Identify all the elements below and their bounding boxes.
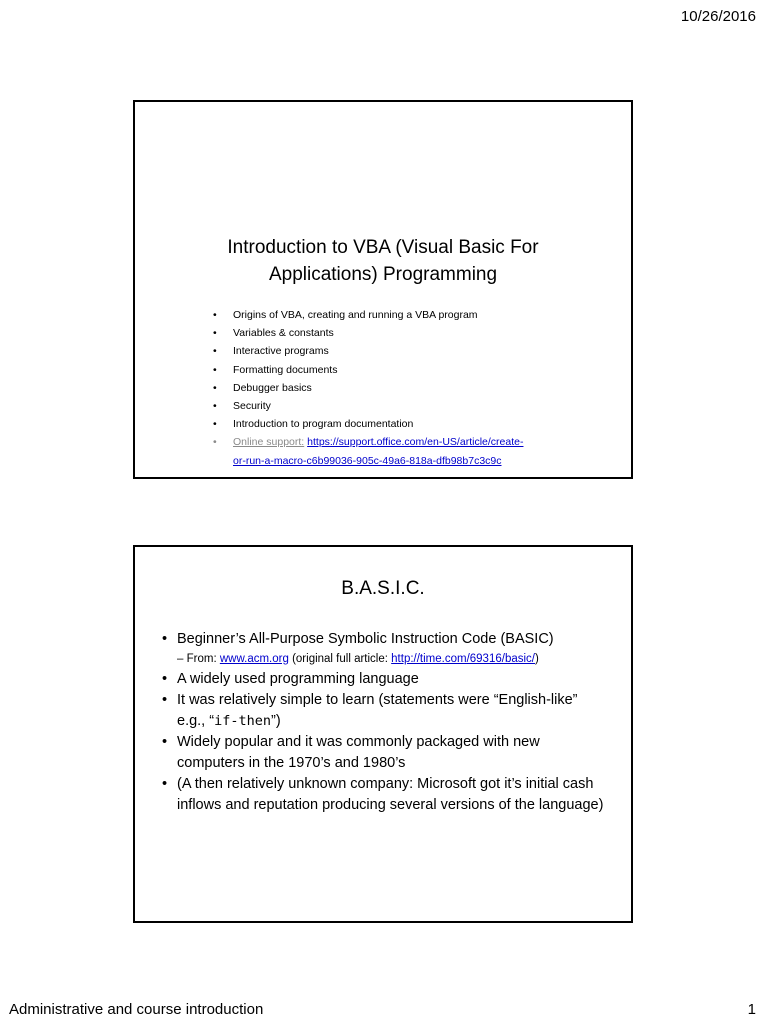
acm-link[interactable]: www.acm.org — [219, 652, 289, 665]
slide-1 — [133, 100, 633, 479]
slide-2 — [133, 545, 633, 923]
list-item: • Formatting documents — [213, 363, 338, 376]
header-date: 10/26/2016 — [680, 8, 756, 25]
list-item: • A widely used programming language — [162, 670, 419, 687]
footer-title: Administrative and course introduction — [9, 1001, 264, 1018]
list-item: • Origins of VBA, creating and running a VBA program — [213, 309, 478, 321]
code-snippet: if-then — [214, 712, 271, 729]
list-item: • Security — [213, 400, 271, 413]
time-article-link[interactable]: http://time.com/69316/basic/ — [391, 652, 535, 665]
slide-2-title: B.A.S.I.C. — [341, 578, 425, 599]
online-support-item: • Online support: https://support.office.com/en-US/article/create- or-run-a-macro-c6b99036-905c-49a6-818a-dfb98b7c3c9c — [213, 436, 524, 467]
list-item: • Widely popular and it was commonly packaged with new computers in the 1970’s and 1980’s — [162, 734, 540, 771]
support-link[interactable]: https://support.office.com/en-US/article/create- or-run-a-macro-c6b99036-905c-49a6-818a-dfb98b7c3c9c — [233, 436, 524, 467]
list-item: • Interactive programs — [213, 345, 329, 358]
list-item: • Debugger basics — [213, 381, 312, 394]
online-support-label: Online support: — [233, 436, 305, 449]
list-item: • It was relatively simple to learn (statements were “English-like” e.g., “if-then”) — [162, 692, 578, 729]
slide-1-title-line2: Applications) Programming — [268, 264, 498, 285]
list-item: • Variables & constants — [213, 327, 334, 340]
slide-1-title — [135, 234, 631, 288]
list-item: • Beginner’s All-Purpose Symbolic Instruction Code (BASIC) — [162, 631, 554, 647]
list-item: • (A then relatively unknown company: Microsoft got it’s initial cash inflows and reputation producing several versions of the language) — [162, 776, 604, 813]
page-number: 1 — [747, 1001, 756, 1018]
slide-1-bullet-list — [213, 306, 613, 470]
source-subitem: – From: www.acm.org (original full article: http://time.com/69316/basic/) — [177, 652, 539, 665]
slide-1-title-line1: Introduction to VBA (Visual Basic For — [227, 237, 539, 258]
slide-2-bullet-list — [162, 629, 607, 816]
list-item: • Introduction to program documentation — [213, 418, 414, 431]
